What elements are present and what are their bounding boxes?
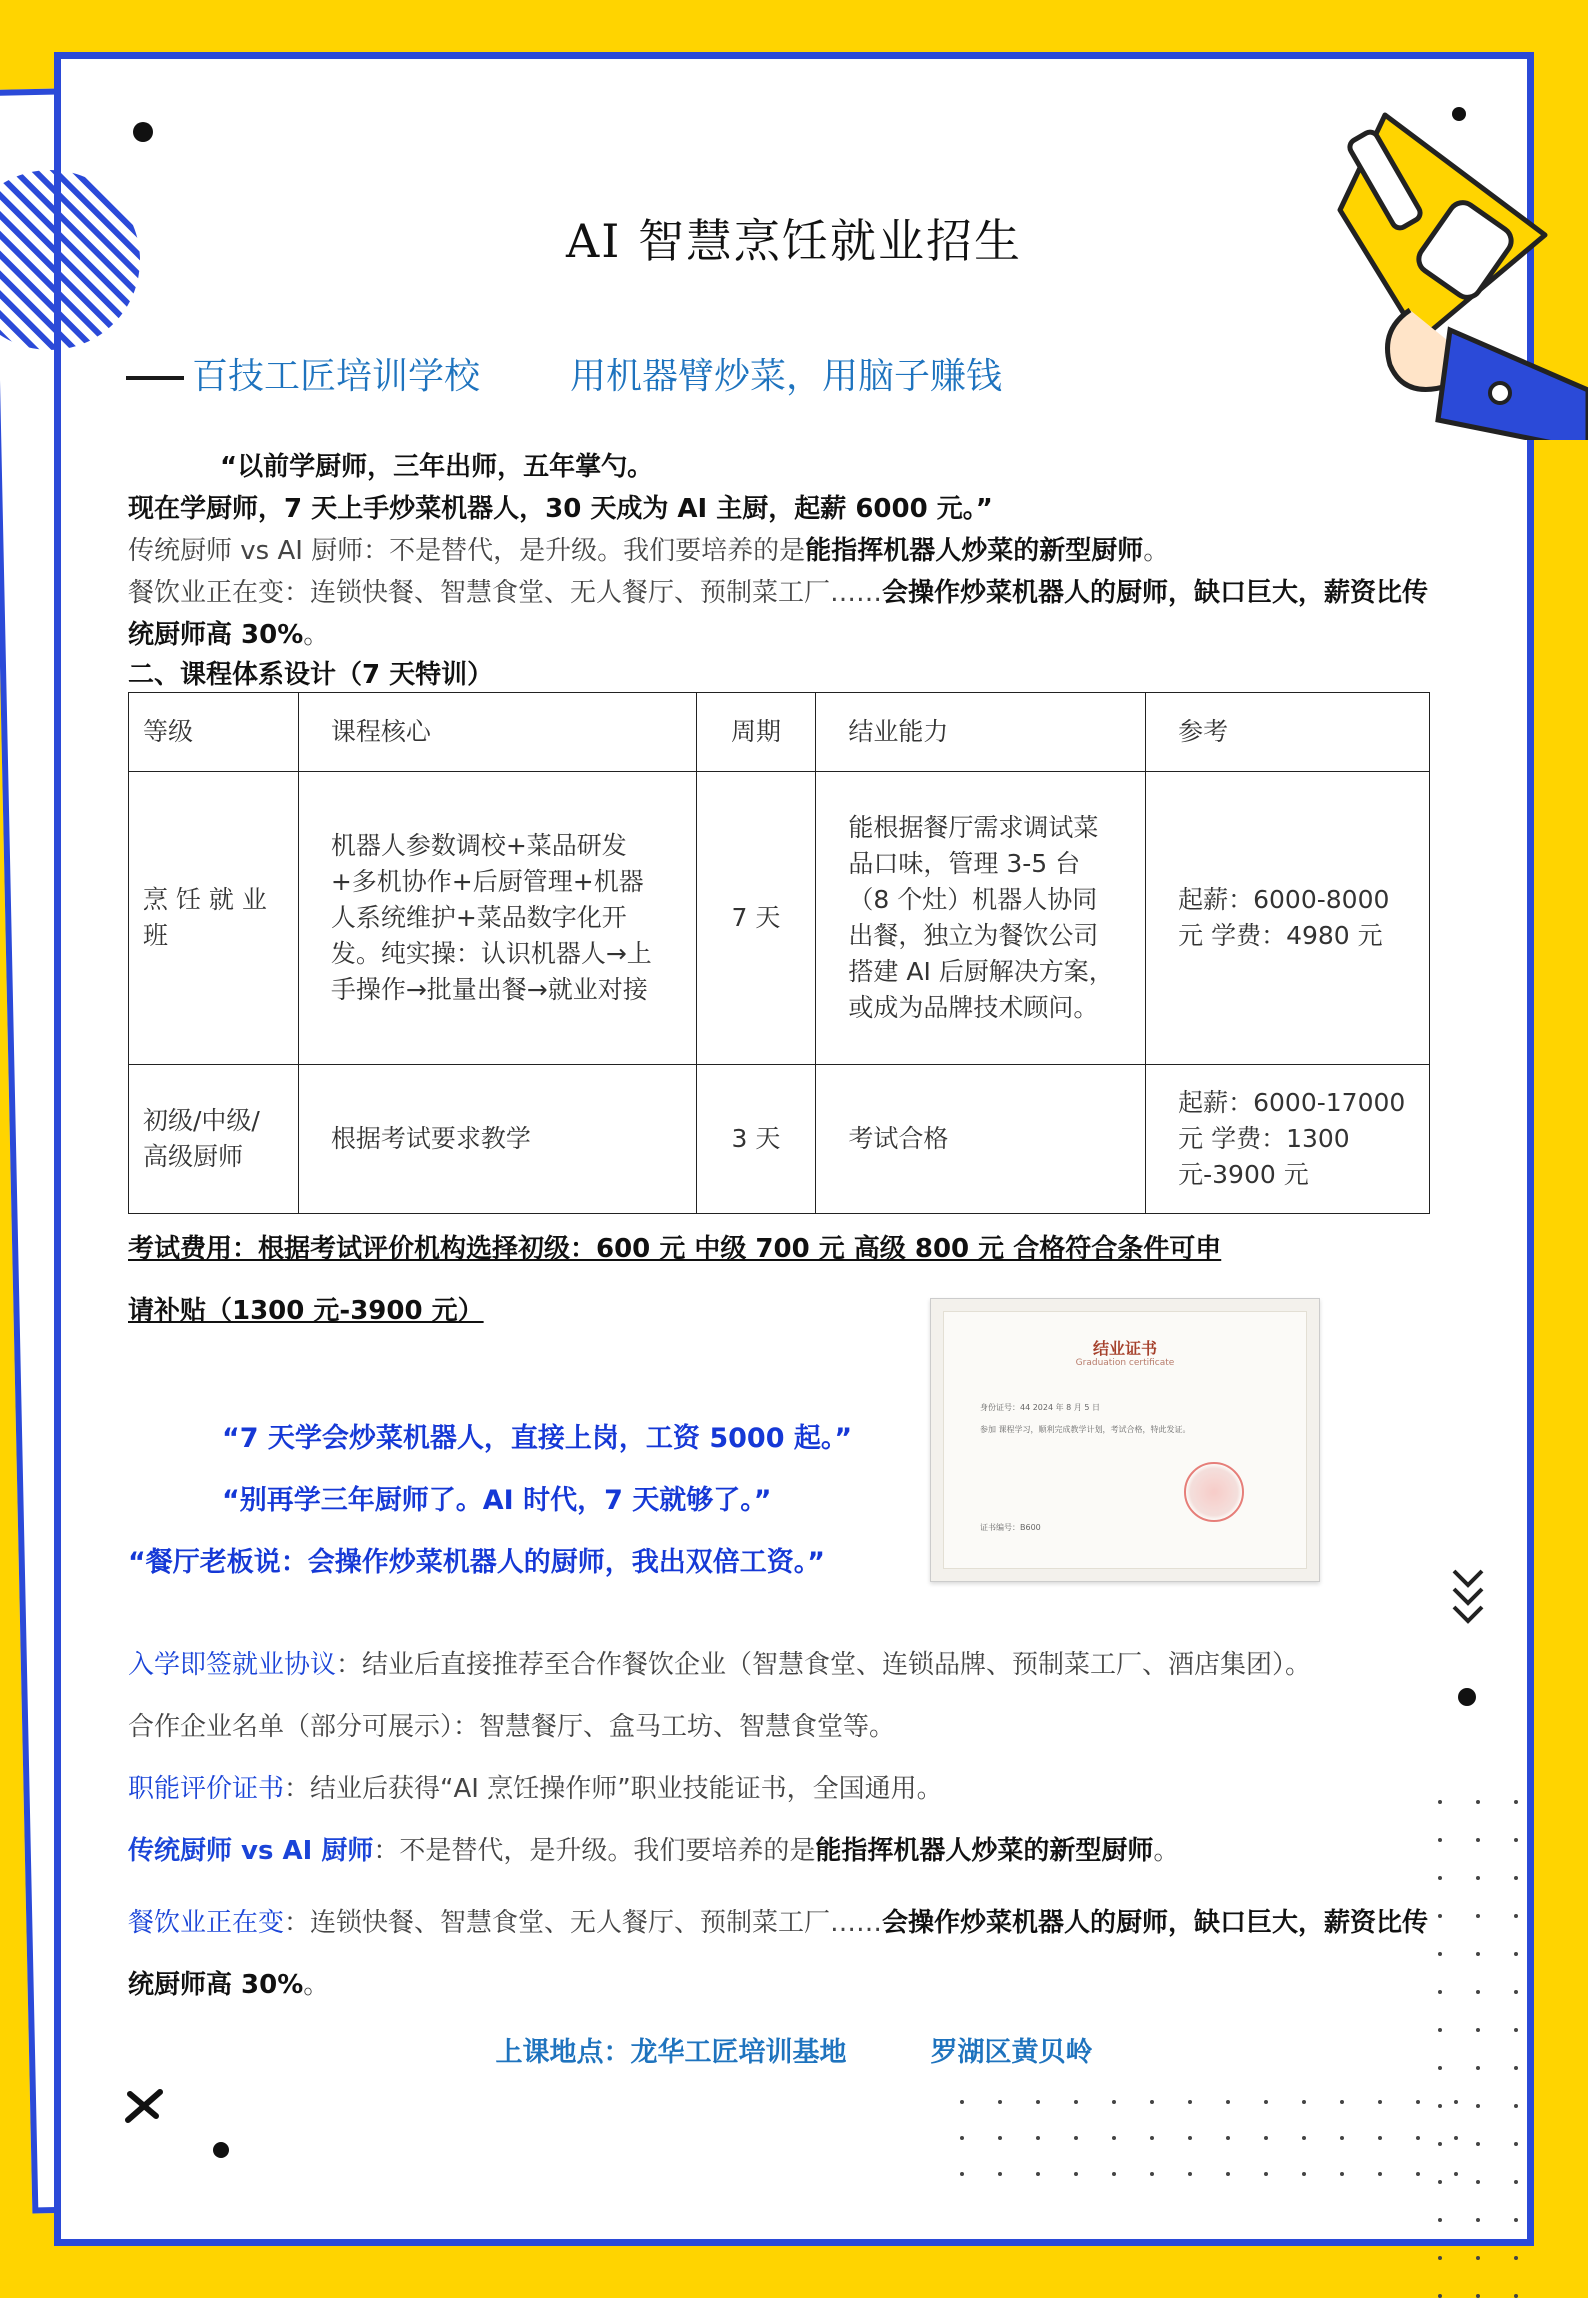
table-cell-core: 根据考试要求教学	[298, 1065, 696, 1214]
grid-dot	[1416, 2100, 1420, 2104]
table-header-cell: 等级	[129, 693, 299, 772]
page-title: AI 智慧烹饪就业招生	[565, 214, 1022, 268]
grid-dot	[1150, 2172, 1154, 2176]
intro-compare	[128, 530, 1430, 572]
grid-dot	[1476, 1876, 1480, 1880]
certificate-line: 参加 课程学习，顺利完成教学计划，考试合格，特此发证。	[980, 1425, 1191, 1434]
grid-dot	[1340, 2136, 1344, 2140]
grid-dot	[1514, 1876, 1518, 1880]
grid-dot	[960, 2172, 964, 2176]
grid-dot	[1264, 2172, 1268, 2176]
grid-dot	[1476, 1990, 1480, 1994]
grid-dot	[1378, 2136, 1382, 2140]
grid-dot	[1476, 2180, 1480, 2184]
grid-dot	[1264, 2100, 1268, 2104]
grid-dot	[1476, 2142, 1480, 2146]
grid-dot	[1476, 2294, 1480, 2298]
certificate-title: 结业证书	[1092, 1339, 1157, 1358]
grid-dot	[1302, 2136, 1306, 2140]
intro-industry-text: 餐饮业正在变：连锁快餐、智慧食堂、无人餐厅、预制菜工厂……	[128, 578, 883, 608]
section-heading: 二、课程体系设计（7 天特训）	[128, 660, 494, 690]
grid-dot	[1476, 2256, 1480, 2260]
location-second: 罗湖区黄贝岭	[930, 2037, 1093, 2068]
employment-label: 入学即签就业协议	[128, 1650, 337, 1680]
grid-dot	[1454, 2172, 1458, 2176]
grid-dot	[1112, 2172, 1116, 2176]
grid-dot	[1514, 2180, 1518, 2184]
grid-dot	[1302, 2172, 1306, 2176]
employment-text: ：结业后直接推荐至合作餐饮企业（智慧食堂、连锁品牌、预制菜工厂、酒店集团）。	[336, 1650, 1312, 1680]
compare-suffix: 。	[1153, 1836, 1180, 1866]
grid-dot	[1438, 2104, 1442, 2108]
grid-dot	[1514, 2218, 1518, 2222]
grid-dot	[1438, 1876, 1442, 1880]
table-cell-period: 3 天	[696, 1065, 816, 1214]
grid-dot	[1150, 2100, 1154, 2104]
grid-dot	[1378, 2172, 1382, 2176]
grid-dot	[1188, 2172, 1192, 2176]
quote-3: “餐厅老板说：会操作炒菜机器人的厨师，我出双倍工资。”	[128, 1547, 825, 1578]
grid-dot	[1476, 2104, 1480, 2108]
grid-dot	[998, 2100, 1002, 2104]
certificate-text: ：结业后获得“AI 烹饪操作师”职业技能证书，全国通用。	[284, 1774, 943, 1804]
grid-dot	[1416, 2172, 1420, 2176]
chevron-down-icon	[1448, 1565, 1488, 1631]
exam-fee-line2: 请补贴（1300 元-3900 元）	[128, 1296, 484, 1326]
dot-decoration	[133, 122, 153, 142]
location-label: 上课地点：龙华工匠培训基地	[495, 2037, 847, 2068]
grid-dot	[1514, 2256, 1518, 2260]
certificate-info	[128, 1768, 1430, 1810]
grid-dot	[1074, 2172, 1078, 2176]
grid-dot	[998, 2172, 1002, 2176]
quote-2: “别再学三年厨师了。AI 时代，7 天就够了。”	[222, 1485, 772, 1516]
grid-dot	[1188, 2100, 1192, 2104]
grid-dot	[1438, 2180, 1442, 2184]
grid-dot	[1438, 1990, 1442, 1994]
certificate-image	[930, 1298, 1320, 1582]
table-cell-reference: 起薪：6000-8000 元 学费：4980 元	[1146, 772, 1430, 1065]
table-header-cell: 结业能力	[816, 693, 1146, 772]
industry-bold: 会操作炒菜机器人的厨师，缺口巨大，薪资比传统厨师高 30%	[128, 1908, 1429, 2000]
grid-dot	[1476, 1952, 1480, 1956]
certificate-line: 身份证号：44 2024 年 8 月 5 日	[980, 1403, 1100, 1412]
grid-dot	[1226, 2136, 1230, 2140]
grid-dot	[1514, 1952, 1518, 1956]
cross-decoration	[124, 2086, 164, 2126]
grid-dot	[1514, 2142, 1518, 2146]
intro-industry-suffix: 。	[303, 620, 330, 650]
grid-dot	[1416, 2136, 1420, 2140]
grid-dot	[1514, 1800, 1518, 1804]
intro-compare-bold: 能指挥机器人炒菜的新型厨师	[805, 536, 1144, 566]
dash-decoration	[126, 376, 184, 380]
grid-dot	[1454, 2100, 1458, 2104]
intro-quote-line2: 现在学厨师，7 天上手炒菜机器人，30 天成为 AI 主厨，起薪 6000 元。”	[128, 494, 993, 524]
grid-dot	[1150, 2136, 1154, 2140]
table-header-row	[129, 693, 1430, 772]
grid-dot	[1476, 1914, 1480, 1918]
class-location	[0, 2030, 1588, 2069]
grid-dot	[1074, 2136, 1078, 2140]
grid-dot	[1476, 2218, 1480, 2222]
grid-dot	[1226, 2172, 1230, 2176]
grid-dot	[998, 2136, 1002, 2140]
grid-dot	[1036, 2172, 1040, 2176]
intro-quote-line1: “以前学厨师，三年出师，五年掌勺。	[220, 452, 654, 482]
grid-dot	[1188, 2136, 1192, 2140]
grid-dot	[960, 2100, 964, 2104]
grid-dot	[1036, 2100, 1040, 2104]
grid-dot	[1476, 1838, 1480, 1842]
table-cell-level: 初级/中级/高级厨师	[129, 1065, 299, 1214]
certificate-number: 证书编号：B600	[980, 1523, 1041, 1532]
grid-dot	[1112, 2100, 1116, 2104]
grid-dot	[1438, 1914, 1442, 1918]
grid-dot	[1514, 1914, 1518, 1918]
certificate-subtitle: Graduation certificate	[1075, 1358, 1175, 1368]
table-row	[129, 1065, 1430, 1214]
table-header-cell: 周期	[696, 693, 816, 772]
compare-bold: 能指挥机器人炒菜的新型厨师	[815, 1836, 1154, 1866]
course-table	[128, 692, 1430, 1214]
grid-dot	[1454, 2136, 1458, 2140]
intro-industry	[128, 572, 1430, 656]
grid-dot	[1438, 2256, 1442, 2260]
grid-dot	[1514, 1838, 1518, 1842]
grid-dot	[1340, 2100, 1344, 2104]
grid-dot	[1378, 2100, 1382, 2104]
partner-list: 合作企业名单（部分可展示）：智慧餐厅、盒马工坊、智慧食堂等。	[128, 1712, 896, 1742]
table-cell-ability: 考试合格	[816, 1065, 1146, 1214]
dot-decoration	[213, 2142, 229, 2158]
employment-agreement	[128, 1644, 1430, 1686]
compare-text: ：不是替代，是升级。我们要培养的是	[373, 1836, 816, 1866]
intro-industry-bold: 会操作炒菜机器人的厨师，缺口巨大，薪资比传统厨师高 30%	[128, 578, 1429, 650]
grid-dot	[1438, 1838, 1442, 1842]
seal-stamp	[1184, 1462, 1244, 1522]
table-cell-core: 机器人参数调校+菜品研发+多机协作+后厨管理+机器人系统维护+菜品数字化开发。纯实操：认识机器人→上手操作→批量出餐→就业对接	[298, 772, 696, 1065]
industry-info	[128, 1892, 1430, 2016]
grid-dot	[1438, 1800, 1442, 1804]
exam-fee-line1: 考试费用：根据考试评价机构选择初级：600 元 中级 700 元 高级 800 元 合格符合条件可申	[128, 1234, 1222, 1264]
intro-compare-suffix: 。	[1143, 536, 1170, 566]
intro-compare-text: 传统厨师 vs AI 厨师：不是替代，是升级。我们要培养的是	[128, 536, 806, 566]
grid-dot	[1438, 1952, 1442, 1956]
table-row	[129, 772, 1430, 1065]
table-header-cell: 课程核心	[298, 693, 696, 772]
table-cell-reference: 起薪：6000-17000 元 学费：1300 元-3900 元	[1146, 1065, 1430, 1214]
grid-dot	[1074, 2100, 1078, 2104]
grid-dot	[1438, 2294, 1442, 2298]
grid-dot	[1036, 2136, 1040, 2140]
grid-dot	[1112, 2136, 1116, 2140]
table-cell-period: 7 天	[696, 772, 816, 1065]
grid-dot	[1438, 2142, 1442, 2146]
table-cell-ability: 能根据餐厅需求调试菜品口味，管理 3-5 台（8 个灶）机器人协同出餐，独立为餐饮公司搭建 AI 后厨解决方案，或成为品牌技术顾问。	[816, 772, 1146, 1065]
compare-label: 传统厨师 vs AI 厨师	[128, 1836, 374, 1866]
quote-1: “7 天学会炒菜机器人，直接上岗，工资 5000 起。”	[222, 1423, 853, 1454]
industry-suffix: 。	[303, 1970, 330, 2000]
grid-dot	[1514, 1990, 1518, 1994]
grid-dot	[1514, 2104, 1518, 2108]
dot-decoration	[1452, 107, 1466, 121]
compare-info	[128, 1830, 1430, 1872]
table-cell-level: 烹 饪 就 业 班	[129, 772, 299, 1065]
grid-dot	[1226, 2100, 1230, 2104]
industry-label: 餐饮业正在变	[128, 1908, 285, 1938]
subtitle-line	[126, 348, 1002, 399]
grid-dot	[1302, 2100, 1306, 2104]
grid-dot	[1264, 2136, 1268, 2140]
grid-dot	[1438, 2218, 1442, 2222]
school-name: 百技工匠培训学校	[192, 356, 481, 397]
slogan: 用机器臂炒菜，用脑子赚钱	[570, 356, 1003, 397]
industry-text: ：连锁快餐、智慧食堂、无人餐厅、预制菜工厂……	[284, 1908, 883, 1938]
grid-dot	[1340, 2172, 1344, 2176]
table-header-cell: 参考	[1146, 693, 1430, 772]
dot-decoration	[1458, 1688, 1476, 1706]
grid-dot	[960, 2136, 964, 2140]
grid-dot	[1514, 2294, 1518, 2298]
grid-dot	[1476, 1800, 1480, 1804]
certificate-label: 职能评价证书	[128, 1774, 285, 1804]
